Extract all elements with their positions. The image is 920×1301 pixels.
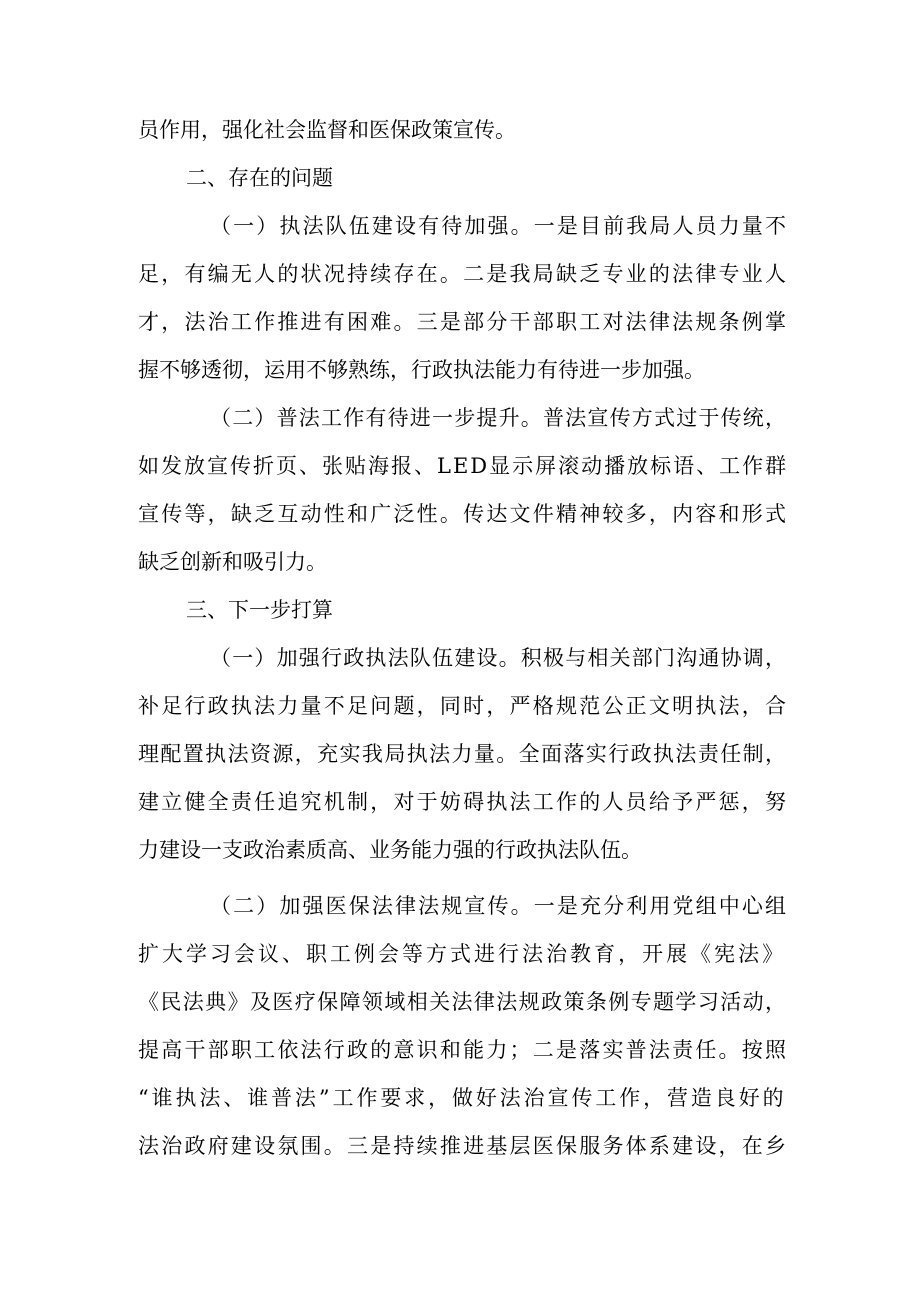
- line-text: 缺乏创新和吸引力。: [138, 550, 327, 574]
- paragraph-line: [0, 1126, 920, 1166]
- paragraph-line: [0, 254, 920, 294]
- line-text: （一）加强行政执法队伍建设。积极与相关部门沟通协调，: [210, 646, 788, 670]
- paragraph-line: [0, 1030, 920, 1070]
- line-text: 握不够透彻，运用不够熟练，行政执法能力有待进一步加强。: [138, 358, 705, 382]
- line-text: 法治政府建设氛围。三是持续推进基层医保服务体系建设，在乡: [138, 1134, 789, 1158]
- section-heading: [0, 158, 920, 198]
- line-text: 员作用，强化社会监督和医保政策宣传。: [138, 118, 516, 142]
- paragraph-line: [0, 934, 920, 974]
- paragraph-line: [0, 302, 920, 342]
- line-text: 《民法典》及医疗保障领域相关法律法规政策条例专题学习活动，: [138, 990, 788, 1014]
- line-text: （二）普法工作有待进一步提升。普法宣传方式过于传统，: [210, 406, 788, 430]
- paragraph-line: [0, 350, 920, 390]
- line-text: （二）加强医保法律法规宣传。一是充分利用党组中心组: [210, 894, 789, 918]
- paragraph-line: [0, 110, 920, 150]
- paragraph-line: [0, 686, 920, 726]
- line-text: “谁执法、谁普法”工作要求，做好法治宣传工作，营造良好的: [138, 1086, 787, 1110]
- section-heading-text: 三、下一步打算: [186, 598, 333, 622]
- line-text: 宣传等，缺乏互动性和广泛性。传达文件精神较多，内容和形式: [138, 502, 789, 526]
- line-text: 足，有编无人的状况持续存在。二是我局缺乏专业的法律专业人: [138, 262, 789, 286]
- section-heading-text: 二、存在的问题: [186, 166, 333, 190]
- paragraph-line: [0, 1078, 920, 1118]
- paragraph-line: [0, 886, 920, 926]
- paragraph-line: [0, 398, 920, 438]
- line-text: 理配置执法资源，充实我局执法力量。全面落实行政执法责任制，: [138, 742, 788, 766]
- paragraph-line: [0, 982, 920, 1022]
- paragraph-line: [0, 446, 920, 486]
- paragraph-line: [0, 830, 920, 870]
- paragraph-line: [0, 206, 920, 246]
- paragraph-line: [0, 782, 920, 822]
- line-text: 建立健全责任追究机制，对于妨碍执法工作的人员给予严惩，努: [138, 790, 789, 814]
- line-text: 扩大学习会议、职工例会等方式进行法治教育，开展《宪法》: [138, 942, 787, 966]
- line-text: 力建设一支政治素质高、业务能力强的行政执法队伍。: [138, 838, 642, 862]
- line-text: 才，法治工作推进有困难。三是部分干部职工对法律法规条例掌: [138, 310, 789, 334]
- line-text: 如发放宣传折页、张贴海报、LED显示屏滚动播放标语、工作群: [138, 454, 789, 478]
- line-text: 补足行政执法力量不足问题，同时，严格规范公正文明执法，合: [138, 694, 789, 718]
- section-heading: [0, 590, 920, 630]
- paragraph-line: [0, 494, 920, 534]
- paragraph-line: [0, 638, 920, 678]
- paragraph-line: [0, 542, 920, 582]
- line-text: （一）执法队伍建设有待加强。一是目前我局人员力量不: [210, 214, 789, 238]
- paragraph-line: [0, 734, 920, 774]
- line-text: 提高干部职工依法行政的意识和能力；二是落实普法责任。按照: [138, 1038, 789, 1062]
